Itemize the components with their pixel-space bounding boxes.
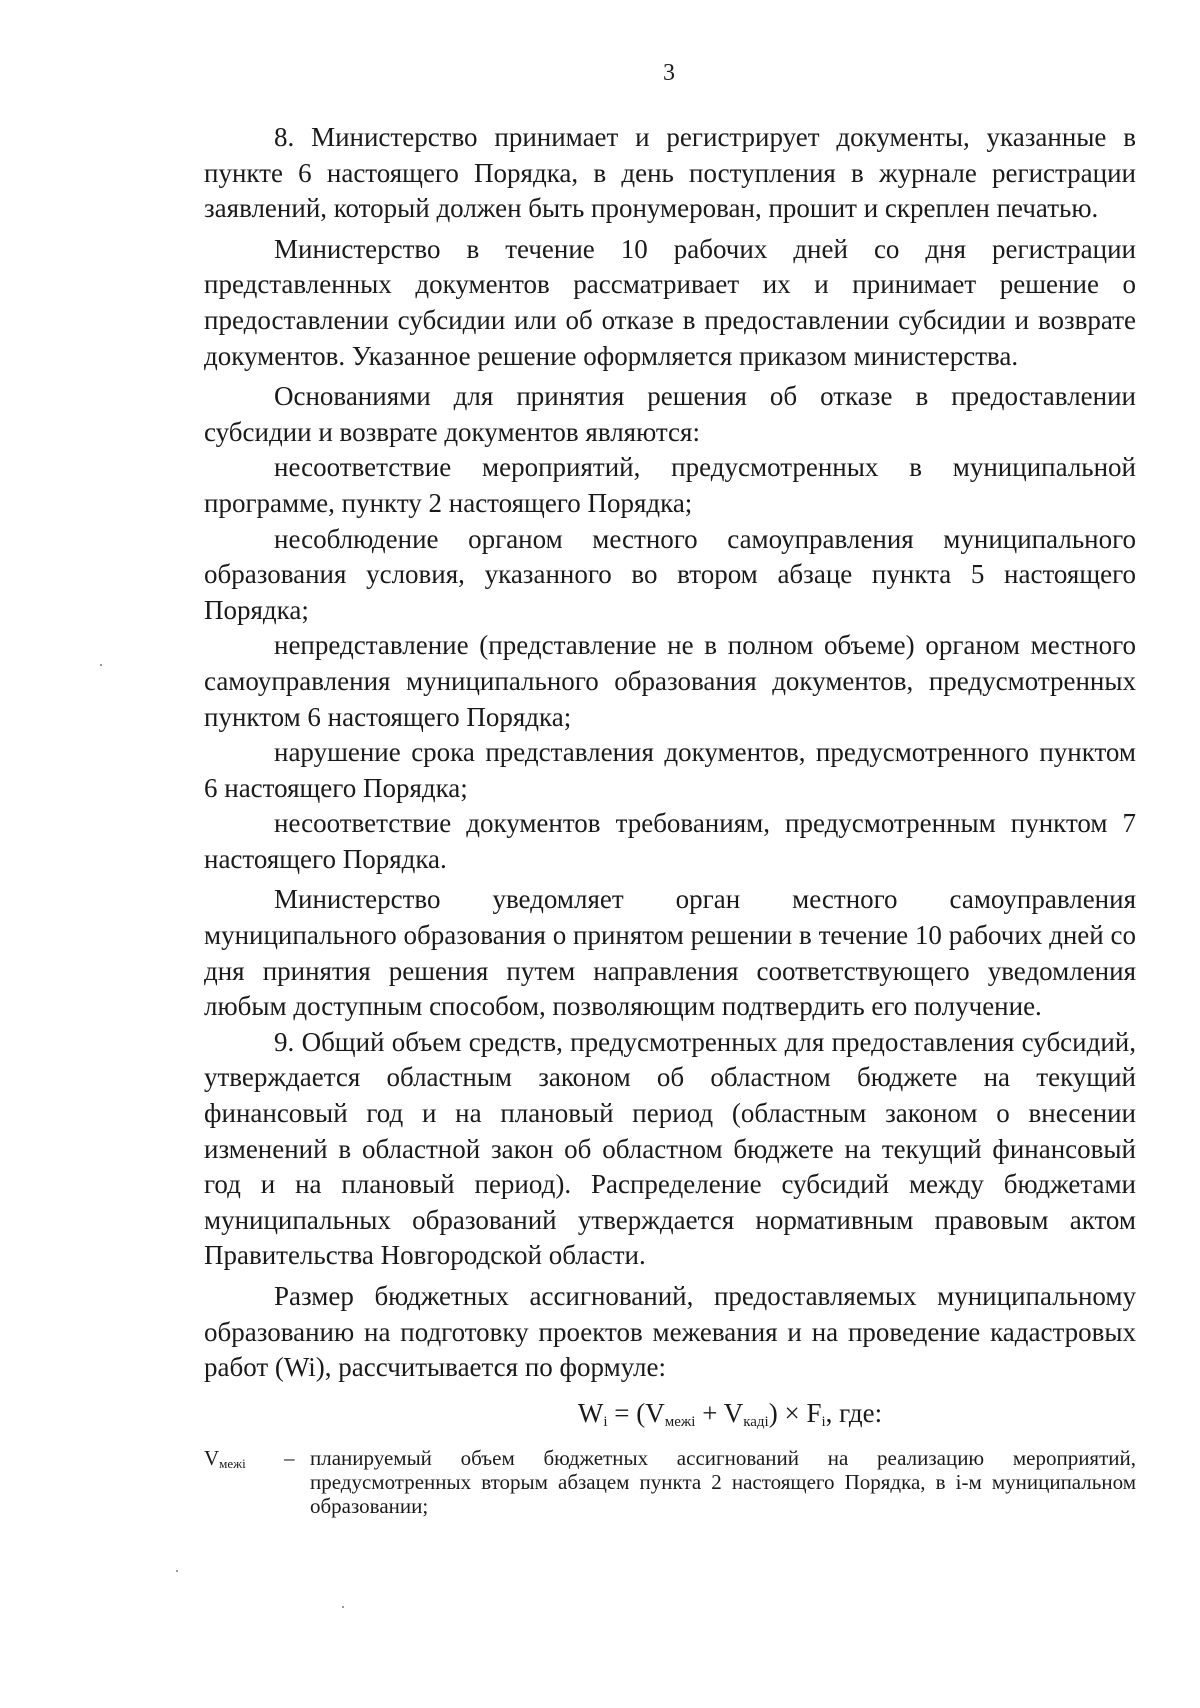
definition-term: $V_{межi}$ <box>204 1446 246 1471</box>
refusal-ground-item: непредставление (представление не в полном объеме) органом местного самоуправления муниципального образования документов, предусмотренных пунктом 6 настоящего Порядка; <box>204 630 1136 732</box>
paragraph-ministry-review: Министерство в течение 10 рабочих дней со дня регистрации представленных документов рассматривает их и принимает решение о предоставлении субсидии или об отказе в предоставлении субсидии и возврате документов. Указанное решение оформляется приказом министерства. <box>204 233 1136 371</box>
paragraph-9: 9. Общий объем средств, предусмотренных для предоставления субсидий, утверждается областным законом об областном бюджете на текущий финансовый год и на плановый период (областным законом о внесении изменений в областной закон об областном бюджете на текущий финансовый год и на плановый период). Распределение субсидий между бюджетами муниципальных образований утверждается нормативным правовым актом Правительства Новгородской области. <box>204 1026 1136 1271</box>
definition-dash: – <box>284 1446 295 1470</box>
document-body <box>204 120 1136 1440</box>
definition-text: планируемый объем бюджетных ассигнований на реализацию мероприятий, предусмотренных вторым абзацем пункта 2 настоящего Порядка, в i-м муниципальном образовании; <box>310 1446 1136 1518</box>
refusal-ground-item: нарушение срока представления документов, предусмотренного пунктом 6 настоящего Порядка; <box>204 737 1136 803</box>
scan-speck <box>100 664 102 666</box>
refusal-ground-item: несоответствие мероприятий, предусмотренных в муниципальной программе, пункту 2 настоящего Порядка; <box>204 452 1136 518</box>
scan-speck <box>342 1606 344 1608</box>
scan-speck <box>176 1570 178 1572</box>
page-number: 3 <box>663 60 675 86</box>
paragraph-allocation-size: Размер бюджетных ассигнований, предоставляемых муниципальному образованию на подготовку проектов межевания и на проведение кадастровых работ (Wi), рассчитывается по формуле: <box>204 1281 1136 1383</box>
refusal-ground-item: несоответствие документов требованиям, предусмотренным пунктом 7 настоящего Порядка. <box>204 808 1136 874</box>
refusal-ground-item: несоблюдение органом местного самоуправления муниципального образования условия, указанного во втором абзаце пункта 5 настоящего Порядка; <box>204 523 1136 625</box>
formula: $W_i = (V_{межi} + V_{кадi}) \times F_i$, где: <box>577 1397 883 1430</box>
paragraph-8: 8. Министерство принимает и регистрирует документы, указанные в пункте 6 настоящего Порядка, в день поступления в журнале регистрации заявлений, который должен быть пронумерован, прошит и скреплен печатью. <box>204 122 1136 224</box>
definition-item <box>204 1446 1136 1518</box>
paragraph-refusal-grounds: Основаниями для принятия решения об отказе в предоставлении субсидии и возврате документов являются: <box>204 381 1136 447</box>
paragraph-notification: Министерство уведомляет орган местного самоуправления муниципального образования о принятом решении в течение 10 рабочих дней со дня принятия решения путем направления соответствующего уведомления любым доступным способом, позволяющим подтвердить его получение. <box>204 884 1136 1022</box>
